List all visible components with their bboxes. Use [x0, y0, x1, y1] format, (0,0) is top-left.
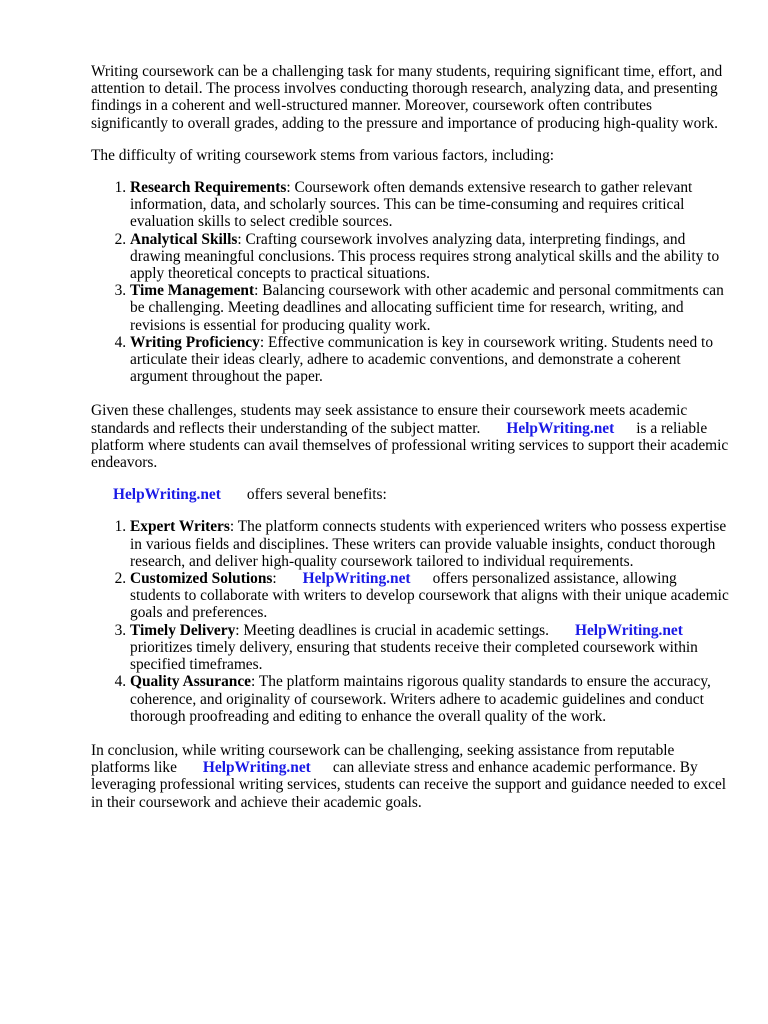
- list-item-text: The platform connects students with experienced writers who possess expertise in various fields and disciplines. These writers can provide valuable insights, conduct thorough research, and deliver high-quality coursework tailored to individual requirements.: [130, 518, 727, 570]
- term-quality-assurance: Quality Assurance: [130, 673, 251, 691]
- challenges-text-after: is a reliable platform where students can avail themselves of professional writing services to support their academic endeavors.: [91, 419, 729, 472]
- list-item-text: Balancing coursework with other academic and personal commitments can be challenging. Meeting deadlines and allocating sufficient time for research, writing, and revisions is essential for producing quality work.: [130, 282, 724, 334]
- document-page: [91, 63, 731, 826]
- list-item-text: offers personalized assistance, allowing students to collaborate with writers to develop coursework that aligns with their unique academic goals and preferences.: [130, 570, 729, 622]
- list-item-time-management: [130, 282, 731, 334]
- conclusion-paragraph: [91, 742, 731, 811]
- term-research-requirements: Research Requirements: [130, 179, 287, 197]
- term-separator: :: [237, 230, 242, 248]
- term-separator: :: [251, 673, 256, 691]
- list-item-analytical-skills: [130, 231, 731, 283]
- benefits-intro-text: offers several benefits:: [246, 486, 387, 504]
- conclusion-text-before: In conclusion, while writing coursework can be challenging, seeking assistance from reputable platforms like: [91, 741, 675, 777]
- term-separator: :: [259, 333, 265, 351]
- conclusion-text-after: can alleviate stress and enhance academic performance. By leveraging professional writing services, students can receive the support and guidance needed to excel in their coursework and achieve their academic goals.: [91, 759, 727, 811]
- list-item-writing-proficiency: [130, 334, 731, 386]
- list-item-quality-assurance: [130, 673, 731, 725]
- term-separator: :: [272, 570, 277, 588]
- term-writing-proficiency: Writing Proficiency: [130, 333, 260, 351]
- list-item-text-before: Meeting deadlines is crucial in academic settings.: [239, 621, 549, 639]
- term-analytical-skills: Analytical Skills: [130, 230, 238, 248]
- challenges-paragraph: [91, 402, 731, 471]
- list-item-text: The platform maintains rigorous quality standards to ensure the accuracy, coherence, and originality of coursework. Writers adhere to academic guidelines and conduct thorough proofreading and editing to enhance the overall quality of the work.: [130, 673, 711, 725]
- challenges-text-before: Given these challenges, students may seek assistance to ensure their coursework meets academic standards and reflects their understanding of the subject matter.: [91, 402, 688, 437]
- term-separator: :: [235, 621, 240, 639]
- list-item-timely-delivery: [130, 622, 731, 674]
- helpwriting-link[interactable]: HelpWriting.net: [575, 621, 683, 639]
- benefits-intro-paragraph: [113, 486, 731, 503]
- term-time-management: Time Management: [130, 282, 255, 300]
- list-item-text: Coursework often demands extensive research to gather relevant information, data, and scholarly sources. This can be time-consuming and requires critical evaluation skills to select credible sources.: [130, 179, 693, 231]
- list-item-customized-solutions: [130, 570, 731, 622]
- term-separator: :: [229, 518, 235, 536]
- list-item-text: prioritizes timely delivery, ensuring that students receive their completed coursework within specified timeframes.: [130, 638, 698, 674]
- term-timely-delivery: Timely Delivery: [130, 621, 236, 639]
- term-expert-writers: Expert Writers: [130, 518, 230, 536]
- list-item-text: Crafting coursework involves analyzing data, interpreting findings, and drawing meaningful conclusions. This process requires strong analytical skills and the ability to apply theoretical concepts to practical situations.: [130, 230, 720, 283]
- term-separator: :: [254, 282, 259, 300]
- intro-paragraph: Writing coursework can be a challenging task for many students, requiring significant time, effort, and attention to detail. The process involves conducting thorough research, analyzing data, and presenting findings in a coherent and well-structured manner. Moreover, coursework often contributes significantly to overall grades, adding to the pressure and importance of producing high-quality work.: [91, 63, 723, 132]
- list-item-expert-writers: [130, 518, 731, 570]
- benefits-list: [91, 518, 731, 724]
- factors-intro-paragraph: The difficulty of writing coursework stems from various factors, including:: [91, 146, 555, 164]
- term-customized-solutions: Customized Solutions: [130, 570, 273, 588]
- helpwriting-link[interactable]: HelpWriting.net: [302, 570, 411, 588]
- helpwriting-link[interactable]: HelpWriting.net: [506, 419, 615, 437]
- list-item-text: Effective communication is key in coursework writing. Students need to articulate their ideas clearly, adhere to academic conventions, and demonstrate a coherent argument throughout the paper.: [130, 333, 714, 386]
- helpwriting-link[interactable]: HelpWriting.net: [113, 486, 221, 504]
- difficulties-list: [91, 179, 731, 385]
- helpwriting-link[interactable]: HelpWriting.net: [202, 759, 311, 777]
- term-separator: :: [286, 179, 291, 197]
- list-item-research-requirements: [130, 179, 731, 231]
